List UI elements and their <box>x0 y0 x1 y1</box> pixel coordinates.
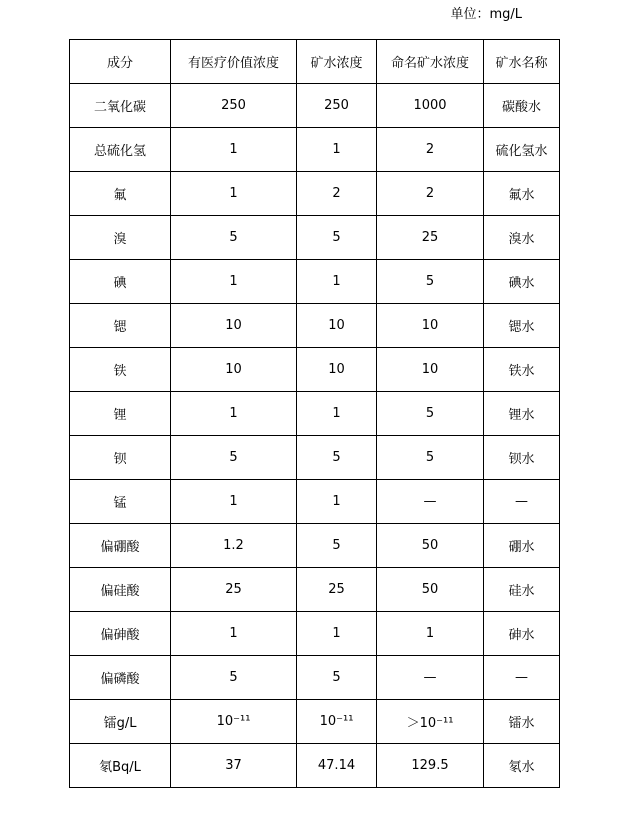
value-cell: 1 <box>171 612 297 656</box>
table-row <box>70 304 560 348</box>
value-cell: 5 <box>297 524 377 568</box>
component-cell: 偏砷酸 <box>70 612 171 656</box>
value-cell: 250 <box>171 84 297 128</box>
value-cell: 5 <box>297 436 377 480</box>
table-row <box>70 612 560 656</box>
value-cell: 5 <box>377 260 484 304</box>
value-cell: 1 <box>171 392 297 436</box>
table-row <box>70 700 560 744</box>
value-cell: 47.14 <box>297 744 377 788</box>
value-cell: 10⁻¹¹ <box>171 700 297 744</box>
value-cell: 10 <box>171 304 297 348</box>
component-cell: 锶 <box>70 304 171 348</box>
value-cell: 5 <box>377 392 484 436</box>
value-cell: 1 <box>171 172 297 216</box>
component-cell: 碘 <box>70 260 171 304</box>
value-cell: 10 <box>377 348 484 392</box>
table-row <box>70 260 560 304</box>
table-row <box>70 568 560 612</box>
value-cell: 锂水 <box>484 392 560 436</box>
column-header: 有医疗价值浓度 <box>171 40 297 84</box>
component-cell: 溴 <box>70 216 171 260</box>
value-cell: 钡水 <box>484 436 560 480</box>
column-header: 矿水名称 <box>484 40 560 84</box>
table-row <box>70 524 560 568</box>
value-cell: 10 <box>297 304 377 348</box>
value-cell: 碳酸水 <box>484 84 560 128</box>
value-cell: 氡水 <box>484 744 560 788</box>
table-row <box>70 128 560 172</box>
component-cell: 总硫化氢 <box>70 128 171 172</box>
value-cell: 砷水 <box>484 612 560 656</box>
value-cell: 10 <box>377 304 484 348</box>
value-cell: 10 <box>171 348 297 392</box>
table-row <box>70 348 560 392</box>
component-cell: 氡Bq/L <box>70 744 171 788</box>
column-header: 命名矿水浓度 <box>377 40 484 84</box>
table-row <box>70 744 560 788</box>
component-cell: 偏硅酸 <box>70 568 171 612</box>
value-cell: 镭水 <box>484 700 560 744</box>
value-cell: 1 <box>171 260 297 304</box>
value-cell: 1 <box>377 612 484 656</box>
value-cell: 5 <box>171 436 297 480</box>
column-header: 矿水浓度 <box>297 40 377 84</box>
value-cell: 25 <box>297 568 377 612</box>
table-row <box>70 172 560 216</box>
value-cell: 1.2 <box>171 524 297 568</box>
value-cell: 碘水 <box>484 260 560 304</box>
value-cell: 1 <box>171 128 297 172</box>
table-row <box>70 480 560 524</box>
value-cell: — <box>484 480 560 524</box>
component-cell: 镭g/L <box>70 700 171 744</box>
value-cell: 硫化氢水 <box>484 128 560 172</box>
table-body <box>70 84 560 788</box>
value-cell: 硅水 <box>484 568 560 612</box>
value-cell: 10 <box>297 348 377 392</box>
value-cell: 5 <box>171 216 297 260</box>
component-cell: 锂 <box>70 392 171 436</box>
value-cell: 铁水 <box>484 348 560 392</box>
value-cell: 5 <box>171 656 297 700</box>
component-cell: 锰 <box>70 480 171 524</box>
value-cell: — <box>484 656 560 700</box>
value-cell: 1 <box>297 128 377 172</box>
component-cell: 铁 <box>70 348 171 392</box>
column-header: 成分 <box>70 40 171 84</box>
value-cell: 1 <box>297 260 377 304</box>
value-cell: 1 <box>297 480 377 524</box>
value-cell: 1 <box>171 480 297 524</box>
value-cell: 1 <box>297 392 377 436</box>
value-cell: 50 <box>377 524 484 568</box>
table-row <box>70 84 560 128</box>
component-cell: 偏硼酸 <box>70 524 171 568</box>
component-cell: 钡 <box>70 436 171 480</box>
value-cell: — <box>377 656 484 700</box>
table-row <box>70 656 560 700</box>
mineral-water-concentration-table <box>69 39 560 788</box>
value-cell: 氟水 <box>484 172 560 216</box>
component-cell: 二氧化碳 <box>70 84 171 128</box>
value-cell: 25 <box>171 568 297 612</box>
value-cell: 2 <box>377 172 484 216</box>
table-row <box>70 216 560 260</box>
value-cell: — <box>377 480 484 524</box>
component-cell: 偏磷酸 <box>70 656 171 700</box>
value-cell: 5 <box>377 436 484 480</box>
value-cell: 250 <box>297 84 377 128</box>
value-cell: 37 <box>171 744 297 788</box>
value-cell: 1000 <box>377 84 484 128</box>
value-cell: 锶水 <box>484 304 560 348</box>
value-cell: ＞10⁻¹¹ <box>377 700 484 744</box>
value-cell: 2 <box>297 172 377 216</box>
value-cell: 硼水 <box>484 524 560 568</box>
unit-label: 单位：mg/L <box>450 7 522 22</box>
table-row <box>70 392 560 436</box>
value-cell: 溴水 <box>484 216 560 260</box>
value-cell: 129.5 <box>377 744 484 788</box>
table-row <box>70 436 560 480</box>
value-cell: 10⁻¹¹ <box>297 700 377 744</box>
value-cell: 5 <box>297 656 377 700</box>
value-cell: 50 <box>377 568 484 612</box>
value-cell: 25 <box>377 216 484 260</box>
value-cell: 2 <box>377 128 484 172</box>
component-cell: 氟 <box>70 172 171 216</box>
value-cell: 5 <box>297 216 377 260</box>
header-row <box>70 40 560 84</box>
value-cell: 1 <box>297 612 377 656</box>
